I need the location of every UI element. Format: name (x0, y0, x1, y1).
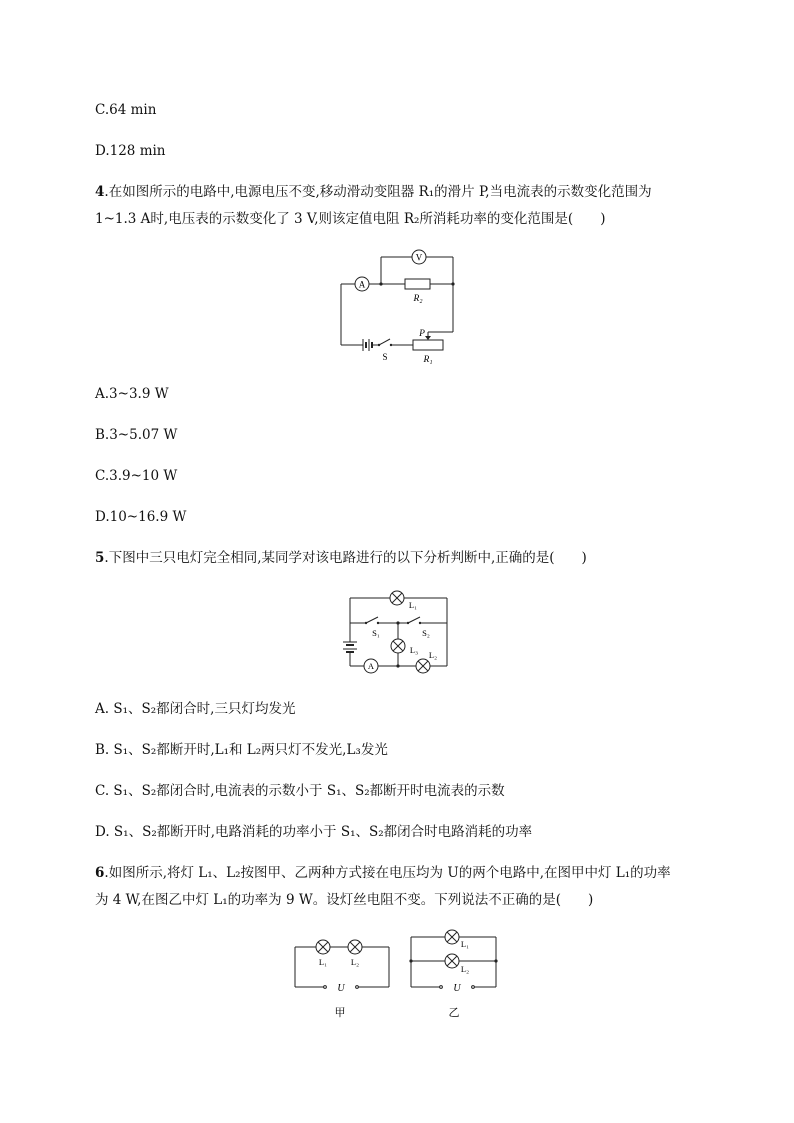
figure-q4-circuit (335, 244, 475, 368)
yi-u-label: U (453, 983, 461, 994)
jia-l2-label: L₂ (350, 957, 360, 967)
s2-label: S₂ (422, 628, 430, 638)
q4-option-d: D.10~16.9 W (95, 509, 187, 525)
q5-text-1: .下图中三只电灯完全相同,某同学对该电路进行的以下分析判断中,正确的是( ) (104, 550, 587, 566)
q4-option-b: B.3~5.07 W (95, 427, 178, 443)
q3-option-d: D.128 min (95, 143, 166, 159)
q5-circuit-svg (338, 590, 454, 678)
yi-l2-label: L₂ (460, 964, 470, 974)
figure-q6-circuits (290, 932, 505, 1024)
caption-yi: 乙 (448, 1007, 460, 1019)
q6-text-1: .如图所示,将灯 L₁、L₂按图甲、乙两种方式接在电压均为 U的两个电路中,在图甲中灯 L₁的功率 (104, 865, 671, 881)
jia-u-label: U (337, 983, 345, 994)
jia-l1-label: L₁ (318, 957, 328, 967)
q5-stem-line1 (95, 549, 587, 567)
q5-option-a: A. S₁、S₂都闭合时,三只灯均发光 (95, 701, 296, 717)
q6-circuits-svg (290, 932, 505, 1024)
q5-option-c: C. S₁、S₂都闭合时,电流表的示数小于 S₁、S₂都断开时电流表的示数 (95, 783, 505, 799)
r2-label: R₂ (413, 294, 423, 304)
q4-number: 4 (95, 184, 105, 200)
q5-option-d: D. S₁、S₂都断开时,电路消耗的功率小于 S₁、S₂都闭合时电路消耗的功率 (95, 824, 533, 840)
q4-stem-line2: 1~1.3 A时,电压表的示数变化了 3 V,则该定值电阻 R₂所消耗功率的变化范围是( ) (95, 211, 606, 227)
s1-label: S₁ (372, 628, 380, 638)
r1-label: R₁ (423, 355, 433, 365)
slider-p-label: P (419, 329, 425, 339)
q4-option-c: C.3.9~10 W (95, 468, 178, 484)
figure-q5-circuit (338, 590, 454, 678)
q3-option-c: C.64 min (95, 102, 157, 118)
q6-number: 6 (95, 865, 105, 881)
q4-circuit-svg (335, 244, 475, 368)
ammeter-label: A (367, 661, 375, 671)
voltmeter-label: V (415, 252, 423, 263)
q5-option-b: B. S₁、S₂都断开时,L₁和 L₂两只灯不发光,L₃发光 (95, 742, 388, 758)
l1-label: L₁ (408, 600, 418, 610)
caption-jia: 甲 (334, 1007, 346, 1019)
q4-option-a: A.3~3.9 W (95, 386, 169, 402)
l2-label: L₂ (428, 650, 438, 660)
q6-stem-line1 (95, 864, 671, 882)
yi-l1-label: L₁ (460, 939, 470, 949)
q4-stem-line1 (95, 183, 652, 201)
l3-label: L₃ (409, 645, 419, 655)
ammeter-label: A (358, 279, 366, 290)
q5-number: 5 (95, 550, 105, 566)
q6-stem-line2: 为 4 W,在图乙中灯 L₁的功率为 9 W。设灯丝电阻不变。下列说法不正确的是( ) (95, 892, 594, 908)
q4-text-1: .在如图所示的电路中,电源电压不变,移动滑动变阻器 R₁的滑片 P,当电流表的示数变化范围为 (104, 184, 652, 200)
switch-s-label: S (382, 352, 388, 362)
